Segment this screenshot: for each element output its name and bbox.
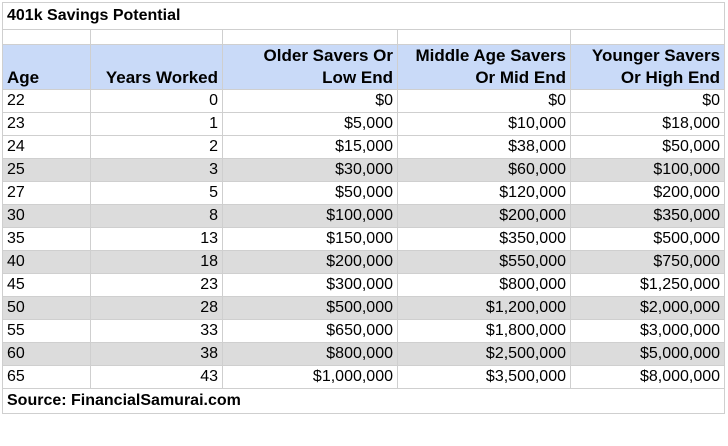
savings-value-cell: $2,500,000 bbox=[398, 343, 571, 366]
years-worked-cell: 0 bbox=[91, 90, 223, 113]
savings-value-cell: $500,000 bbox=[223, 297, 398, 320]
column-header-line: Age bbox=[7, 68, 40, 87]
savings-value-cell: $120,000 bbox=[398, 182, 571, 205]
table-row bbox=[3, 228, 725, 251]
spreadsheet bbox=[2, 2, 726, 442]
years-worked-cell: 43 bbox=[91, 366, 223, 389]
spacer-cell bbox=[91, 30, 223, 45]
savings-value-cell: $1,200,000 bbox=[398, 297, 571, 320]
column-header-line: Older Savers Or bbox=[263, 46, 393, 65]
savings-value-cell: $200,000 bbox=[398, 205, 571, 228]
savings-value-cell: $100,000 bbox=[223, 205, 398, 228]
age-cell: 22 bbox=[3, 90, 91, 113]
savings-value-cell: $15,000 bbox=[223, 136, 398, 159]
savings-value-cell: $1,800,000 bbox=[398, 320, 571, 343]
savings-value-cell: $1,250,000 bbox=[571, 274, 725, 297]
years-worked-cell: 23 bbox=[91, 274, 223, 297]
table-row bbox=[3, 113, 725, 136]
table-row bbox=[3, 274, 725, 297]
savings-value-cell: $8,000,000 bbox=[571, 366, 725, 389]
savings-value-cell: $1,000,000 bbox=[223, 366, 398, 389]
age-cell: 24 bbox=[3, 136, 91, 159]
savings-value-cell: $50,000 bbox=[223, 182, 398, 205]
years-worked-cell: 13 bbox=[91, 228, 223, 251]
savings-value-cell: $500,000 bbox=[571, 228, 725, 251]
table-row bbox=[3, 343, 725, 366]
years-worked-cell: 18 bbox=[91, 251, 223, 274]
spacer-cell bbox=[223, 30, 398, 45]
column-header bbox=[3, 45, 91, 90]
years-worked-cell: 33 bbox=[91, 320, 223, 343]
spacer-cell bbox=[571, 30, 725, 45]
table-title: 401k Savings Potential bbox=[3, 3, 725, 30]
table-row bbox=[3, 205, 725, 228]
years-worked-cell: 3 bbox=[91, 159, 223, 182]
savings-value-cell: $750,000 bbox=[571, 251, 725, 274]
column-header-line: Middle Age Savers bbox=[415, 46, 566, 65]
savings-value-cell: $200,000 bbox=[571, 182, 725, 205]
years-worked-cell: 5 bbox=[91, 182, 223, 205]
savings-value-cell: $800,000 bbox=[223, 343, 398, 366]
age-cell: 23 bbox=[3, 113, 91, 136]
column-header bbox=[398, 45, 571, 90]
title-row bbox=[3, 3, 725, 30]
savings-value-cell: $0 bbox=[571, 90, 725, 113]
savings-value-cell: $2,000,000 bbox=[571, 297, 725, 320]
savings-value-cell: $0 bbox=[223, 90, 398, 113]
years-worked-cell: 28 bbox=[91, 297, 223, 320]
age-cell: 55 bbox=[3, 320, 91, 343]
age-cell: 60 bbox=[3, 343, 91, 366]
spacer-cell bbox=[3, 30, 91, 45]
header-row bbox=[3, 45, 725, 90]
table-row bbox=[3, 297, 725, 320]
savings-table bbox=[2, 2, 725, 414]
savings-value-cell: $38,000 bbox=[398, 136, 571, 159]
savings-value-cell: $100,000 bbox=[571, 159, 725, 182]
savings-value-cell: $18,000 bbox=[571, 113, 725, 136]
savings-value-cell: $5,000 bbox=[223, 113, 398, 136]
savings-value-cell: $650,000 bbox=[223, 320, 398, 343]
table-row bbox=[3, 366, 725, 389]
years-worked-cell: 1 bbox=[91, 113, 223, 136]
age-cell: 27 bbox=[3, 182, 91, 205]
table-row bbox=[3, 90, 725, 113]
savings-value-cell: $150,000 bbox=[223, 228, 398, 251]
age-cell: 25 bbox=[3, 159, 91, 182]
table-row bbox=[3, 182, 725, 205]
column-header bbox=[223, 45, 398, 90]
age-cell: 45 bbox=[3, 274, 91, 297]
spacer-cell bbox=[398, 30, 571, 45]
savings-value-cell: $5,000,000 bbox=[571, 343, 725, 366]
years-worked-cell: 8 bbox=[91, 205, 223, 228]
savings-value-cell: $300,000 bbox=[223, 274, 398, 297]
savings-value-cell: $350,000 bbox=[398, 228, 571, 251]
age-cell: 30 bbox=[3, 205, 91, 228]
spacer-row bbox=[3, 30, 725, 45]
years-worked-cell: 38 bbox=[91, 343, 223, 366]
savings-value-cell: $350,000 bbox=[571, 205, 725, 228]
savings-value-cell: $30,000 bbox=[223, 159, 398, 182]
source-row bbox=[3, 389, 725, 414]
savings-value-cell: $0 bbox=[398, 90, 571, 113]
column-header-line: Years Worked bbox=[105, 68, 218, 87]
source-note: Source: FinancialSamurai.com bbox=[3, 389, 725, 414]
savings-value-cell: $800,000 bbox=[398, 274, 571, 297]
age-cell: 50 bbox=[3, 297, 91, 320]
savings-value-cell: $200,000 bbox=[223, 251, 398, 274]
table-row bbox=[3, 251, 725, 274]
column-header-line: Or High End bbox=[620, 68, 721, 87]
savings-value-cell: $3,500,000 bbox=[398, 366, 571, 389]
column-header bbox=[91, 45, 223, 90]
column-header-line: Younger Savers bbox=[591, 46, 721, 65]
table-row bbox=[3, 320, 725, 343]
table-body bbox=[3, 3, 725, 414]
savings-value-cell: $550,000 bbox=[398, 251, 571, 274]
years-worked-cell: 2 bbox=[91, 136, 223, 159]
column-header bbox=[571, 45, 725, 90]
savings-value-cell: $50,000 bbox=[571, 136, 725, 159]
age-cell: 65 bbox=[3, 366, 91, 389]
savings-value-cell: $10,000 bbox=[398, 113, 571, 136]
column-header-line: Low End bbox=[322, 68, 393, 87]
age-cell: 40 bbox=[3, 251, 91, 274]
age-cell: 35 bbox=[3, 228, 91, 251]
table-row bbox=[3, 159, 725, 182]
savings-value-cell: $3,000,000 bbox=[571, 320, 725, 343]
savings-value-cell: $60,000 bbox=[398, 159, 571, 182]
table-row bbox=[3, 136, 725, 159]
column-header-line: Or Mid End bbox=[475, 68, 566, 87]
